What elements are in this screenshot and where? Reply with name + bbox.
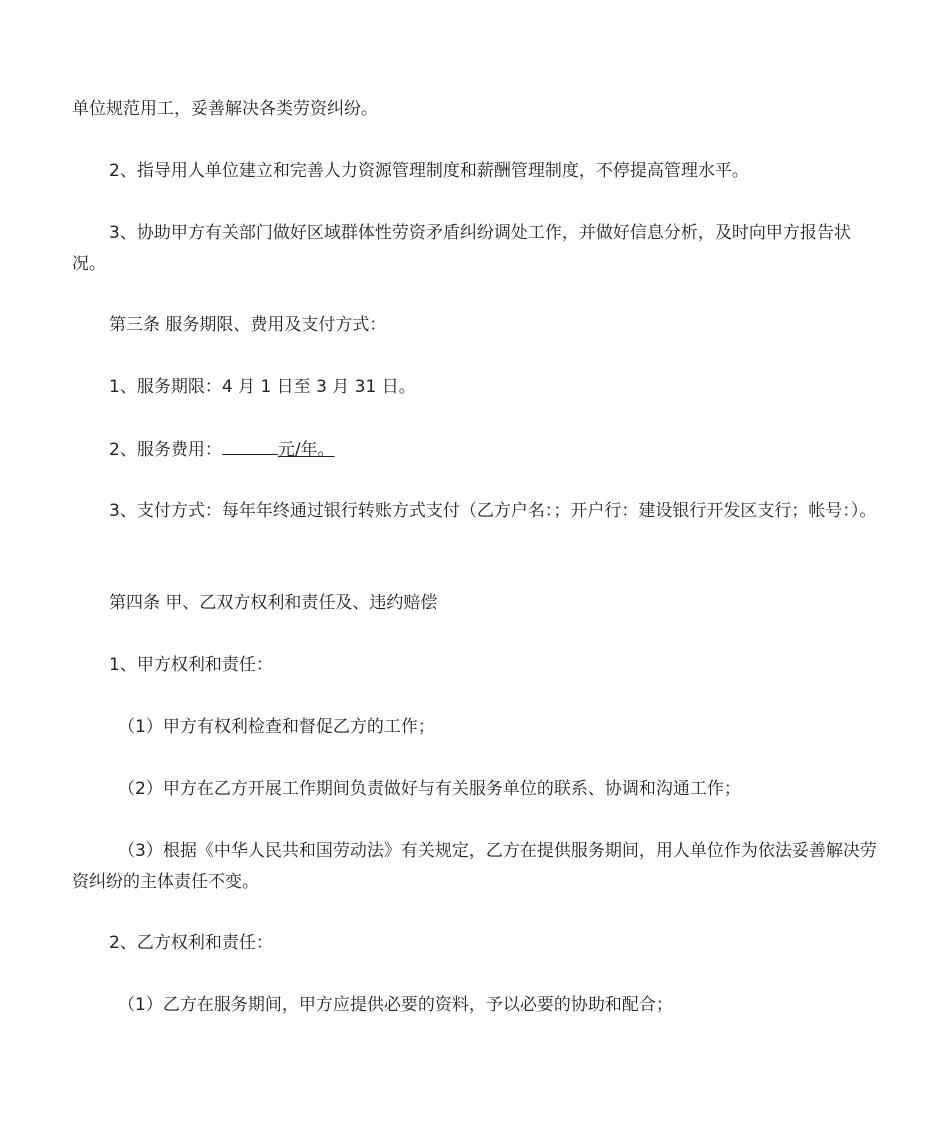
paragraph-item-2: 2、指导用人单位建立和完善人力资源管理制度和薪酬管理制度，不停提高管理水平。 — [109, 161, 749, 181]
paragraph-service-term: 1、服务期限：4 月 1 日至 3 月 31 日。 — [109, 377, 416, 397]
paragraph-party-a-item-2: （2）甲方在乙方开展工作期间负责做好与有关服务单位的联系、协调和沟通工作； — [118, 779, 741, 799]
paragraph-service-fee — [72, 434, 882, 466]
section-heading-article-3: 第三条 服务期限、费用及支付方式： — [109, 315, 387, 335]
fee-blank-line — [222, 434, 278, 455]
section-heading-article-4: 第四条 甲、乙双方权利和责任及、违约赔偿 — [109, 593, 438, 613]
paragraph-party-a-item-1: （1）甲方有权利检查和督促乙方的工作； — [118, 717, 435, 737]
paragraph-party-b-item-1: （1）乙方在服务期间，甲方应提供必要的资料，予以必要的协助和配合； — [118, 995, 673, 1015]
fee-unit: 元/年。 — [277, 440, 335, 460]
paragraph-item-3: 3、协助甲方有关部门做好区域群体性劳资矛盾纠纷调处工作，并做好信息分析，及时向甲方报告状况。 — [72, 223, 851, 274]
paragraph-continuation: 单位规范用工，妥善解决各类劳资纠纷。 — [72, 99, 378, 119]
paragraph-party-b-rights: 2、乙方权利和责任： — [109, 933, 273, 953]
paragraph-party-a-rights: 1、甲方权利和责任： — [109, 655, 273, 675]
paragraph-party-a-item-3: （3）根据《中华人民共和国劳动法》有关规定，乙方在提供服务期间，用人单位作为依法妥善解决劳资纠纷的主体责任不变。 — [72, 841, 877, 892]
service-fee-label: 2、服务费用： — [109, 440, 222, 460]
paragraph-payment-method: 3、支付方式：每年年终通过银行转账方式支付（乙方户名：；开户行：建设银行开发区支行；帐号：）。 — [109, 501, 877, 521]
